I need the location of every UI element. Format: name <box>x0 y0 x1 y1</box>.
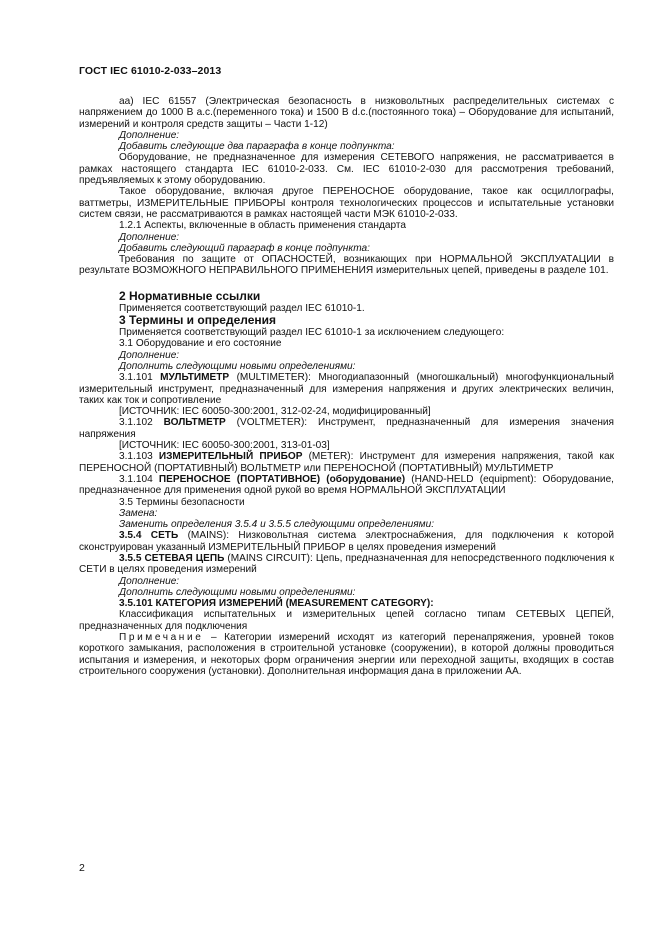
page-number: 2 <box>79 862 85 874</box>
paragraph: Дополнение: <box>119 129 180 141</box>
paragraph: аа) IEC 61557 (Электрическая безопасность в низковольтных распределительных системах с напряжением до 1000 В a.c.(переменного тока) и 1500 В d.c.(постоянного тока) – Оборудование для испытаний, измерений и контроля средств защиты – Части 1-12) <box>79 96 614 130</box>
definition-term: 3.5.4 СЕТЬ <box>119 530 179 542</box>
note <box>79 632 614 677</box>
definition-text: (VOLTMETER): Инструмент, предназначенный для измерения значения напряжения <box>79 417 614 440</box>
paragraph: Требования по защите от ОПАСНОСТЕЙ, возникающих при НОРМАЛЬНОЙ ЭКСПЛУАТАЦИИ в результате ВОЗМОЖНОГО НЕПРАВИЛЬНОГО ПРИМЕНЕНИЯ измерительных цепей, приведены в разделе 101. <box>79 254 614 277</box>
paragraph: Такое оборудование, включая другое ПЕРЕНОСНОЕ оборудование, такое как осциллографы, ваттметры, ИЗМЕРИТЕЛЬНЫЕ ПРИБОРЫ контроля технологических процессов и испытательные установки систем связи, не рассматриваются в рамках настоящей части МЭК 61010-2-033. <box>79 186 614 220</box>
paragraph: Дополнение: <box>119 349 180 361</box>
definition-text: (HAND-HELD (equipment): Оборудование, предназначенное для применения одной рукой во время НОРМАЛЬНОЙ ЭКСПЛУАТАЦИИ <box>79 473 614 497</box>
definition-text: (MAINS): Низковольтная система электроснабжения, для подключения к которой сконструирован указанный ИЗМЕРИТЕЛЬНЫЙ ПРИБОР в целях проведения измерений <box>79 530 614 553</box>
definition-number: 3.1.102 <box>119 417 164 429</box>
note-label: Примечание <box>119 632 204 644</box>
definition <box>79 372 614 406</box>
definition <box>79 474 614 497</box>
definition-number: 3.1.103 <box>119 451 159 463</box>
definition-text: (MULTIMETER): Многодиапазонный (многошкальный) многофункциональный измерительный инструмент, предназначенный для измерения напряжения и других электрических величин, таких как ток и сопротивление <box>79 372 615 406</box>
definition <box>79 530 614 553</box>
definition-text: (MAINS CIRCUIT): Цепь, предназначенная для непосредственного подключения к СЕТИ в целях проведения измерений <box>79 552 614 576</box>
standard-header: ГОСТ IEC 61010-2-033–2013 <box>79 65 222 77</box>
paragraph: Оборудование, не предназначенное для измерения СЕТЕВОГО напряжения, не рассматривается в рамках настоящего стандарта IEC 61010-2-033. См. IEC 61010-2-030 для рассмотрения требований, предъявляемых к этому оборудованию. <box>79 152 614 187</box>
paragraph: [ИСТОЧНИК: IEC 60050-300:2001, 312-02-24, модифицированный] <box>119 406 431 418</box>
paragraph: Дополнить следующими новыми определениями: <box>119 586 356 598</box>
definition-number: 3.1.101 <box>119 372 161 384</box>
paragraph: Классификация испытательных и измерительных цепей согласно типам СЕТЕВЫХ ЦЕПЕЙ, предназначенных для подключения <box>79 609 614 632</box>
definition <box>79 417 614 440</box>
section-heading: 3 Термины и определения <box>119 313 277 328</box>
paragraph: Применяется соответствующий раздел IEC 61010-1 за исключением следующего: <box>119 327 505 339</box>
paragraph: 1.2.1 Аспекты, включенные в область применения стандарта <box>119 220 407 232</box>
section-heading: 2 Нормативные ссылки <box>119 288 261 303</box>
paragraph: 3.1 Оборудование и его состояние <box>119 338 282 350</box>
note-text: – Категории измерений исходят из категорий перенапряжения, уровней токов короткого замыкания, расположения в строительной установке (сооружении), в которой должны проводиться испытания и измерения, и некоторых форм ограничения энергии или переходной защиты, входящих в состав строительного сооружения (установки). Дополнительная информация дана в приложении АА. <box>79 632 614 677</box>
paragraph: Замена: <box>119 507 158 519</box>
definition-term: ПЕРЕНОСНОЕ (ПОРТАТИВНОЕ) (оборудование) <box>158 473 406 485</box>
body-text <box>79 96 614 677</box>
paragraph: Добавить следующий параграф в конце подпункта: <box>119 242 370 254</box>
paragraph: 3.5 Термины безопасности <box>119 496 245 508</box>
definition-term: МУЛЬТИМЕТР <box>160 372 230 384</box>
definition-text: (METER): Инструмент для измерения напряжения, такой как ПЕРЕНОСНОЙ (ПОРТАТИВНЫЙ) ВОЛЬТМЕТР или ПЕРЕНОСНОЙ (ПОРТАТИВНЫЙ) МУЛЬТИМЕТР <box>79 451 614 474</box>
definition-term: ИЗМЕРИТЕЛЬНЫЙ ПРИБОР <box>158 451 303 463</box>
paragraph: [ИСТОЧНИК: IEC 60050-300:2001, 313-01-03] <box>119 440 330 452</box>
paragraph: Добавить следующие два параграфа в конце подпункта: <box>119 141 395 153</box>
paragraph: Дополнить следующими новыми определениями: <box>119 360 356 372</box>
paragraph: Заменить определения 3.5.4 и 3.5.5 следующими определениями: <box>119 519 434 531</box>
definition <box>79 451 614 474</box>
paragraph: Дополнение: <box>119 231 180 243</box>
paragraph: Дополнение: <box>119 575 180 587</box>
definition-term: ВОЛЬТМЕТР <box>163 417 226 429</box>
paragraph: Применяется соответствующий раздел IEC 61010-1. <box>119 302 365 314</box>
definition-term: 3.5.101 КАТЕГОРИЯ ИЗМЕРЕНИЙ (MEASUREMENT CATEGORY): <box>119 598 434 610</box>
definition-number: 3.1.104 <box>119 473 159 485</box>
definition-term: 3.5.5 СЕТЕВАЯ ЦЕПЬ <box>119 552 225 564</box>
definition <box>79 553 614 576</box>
